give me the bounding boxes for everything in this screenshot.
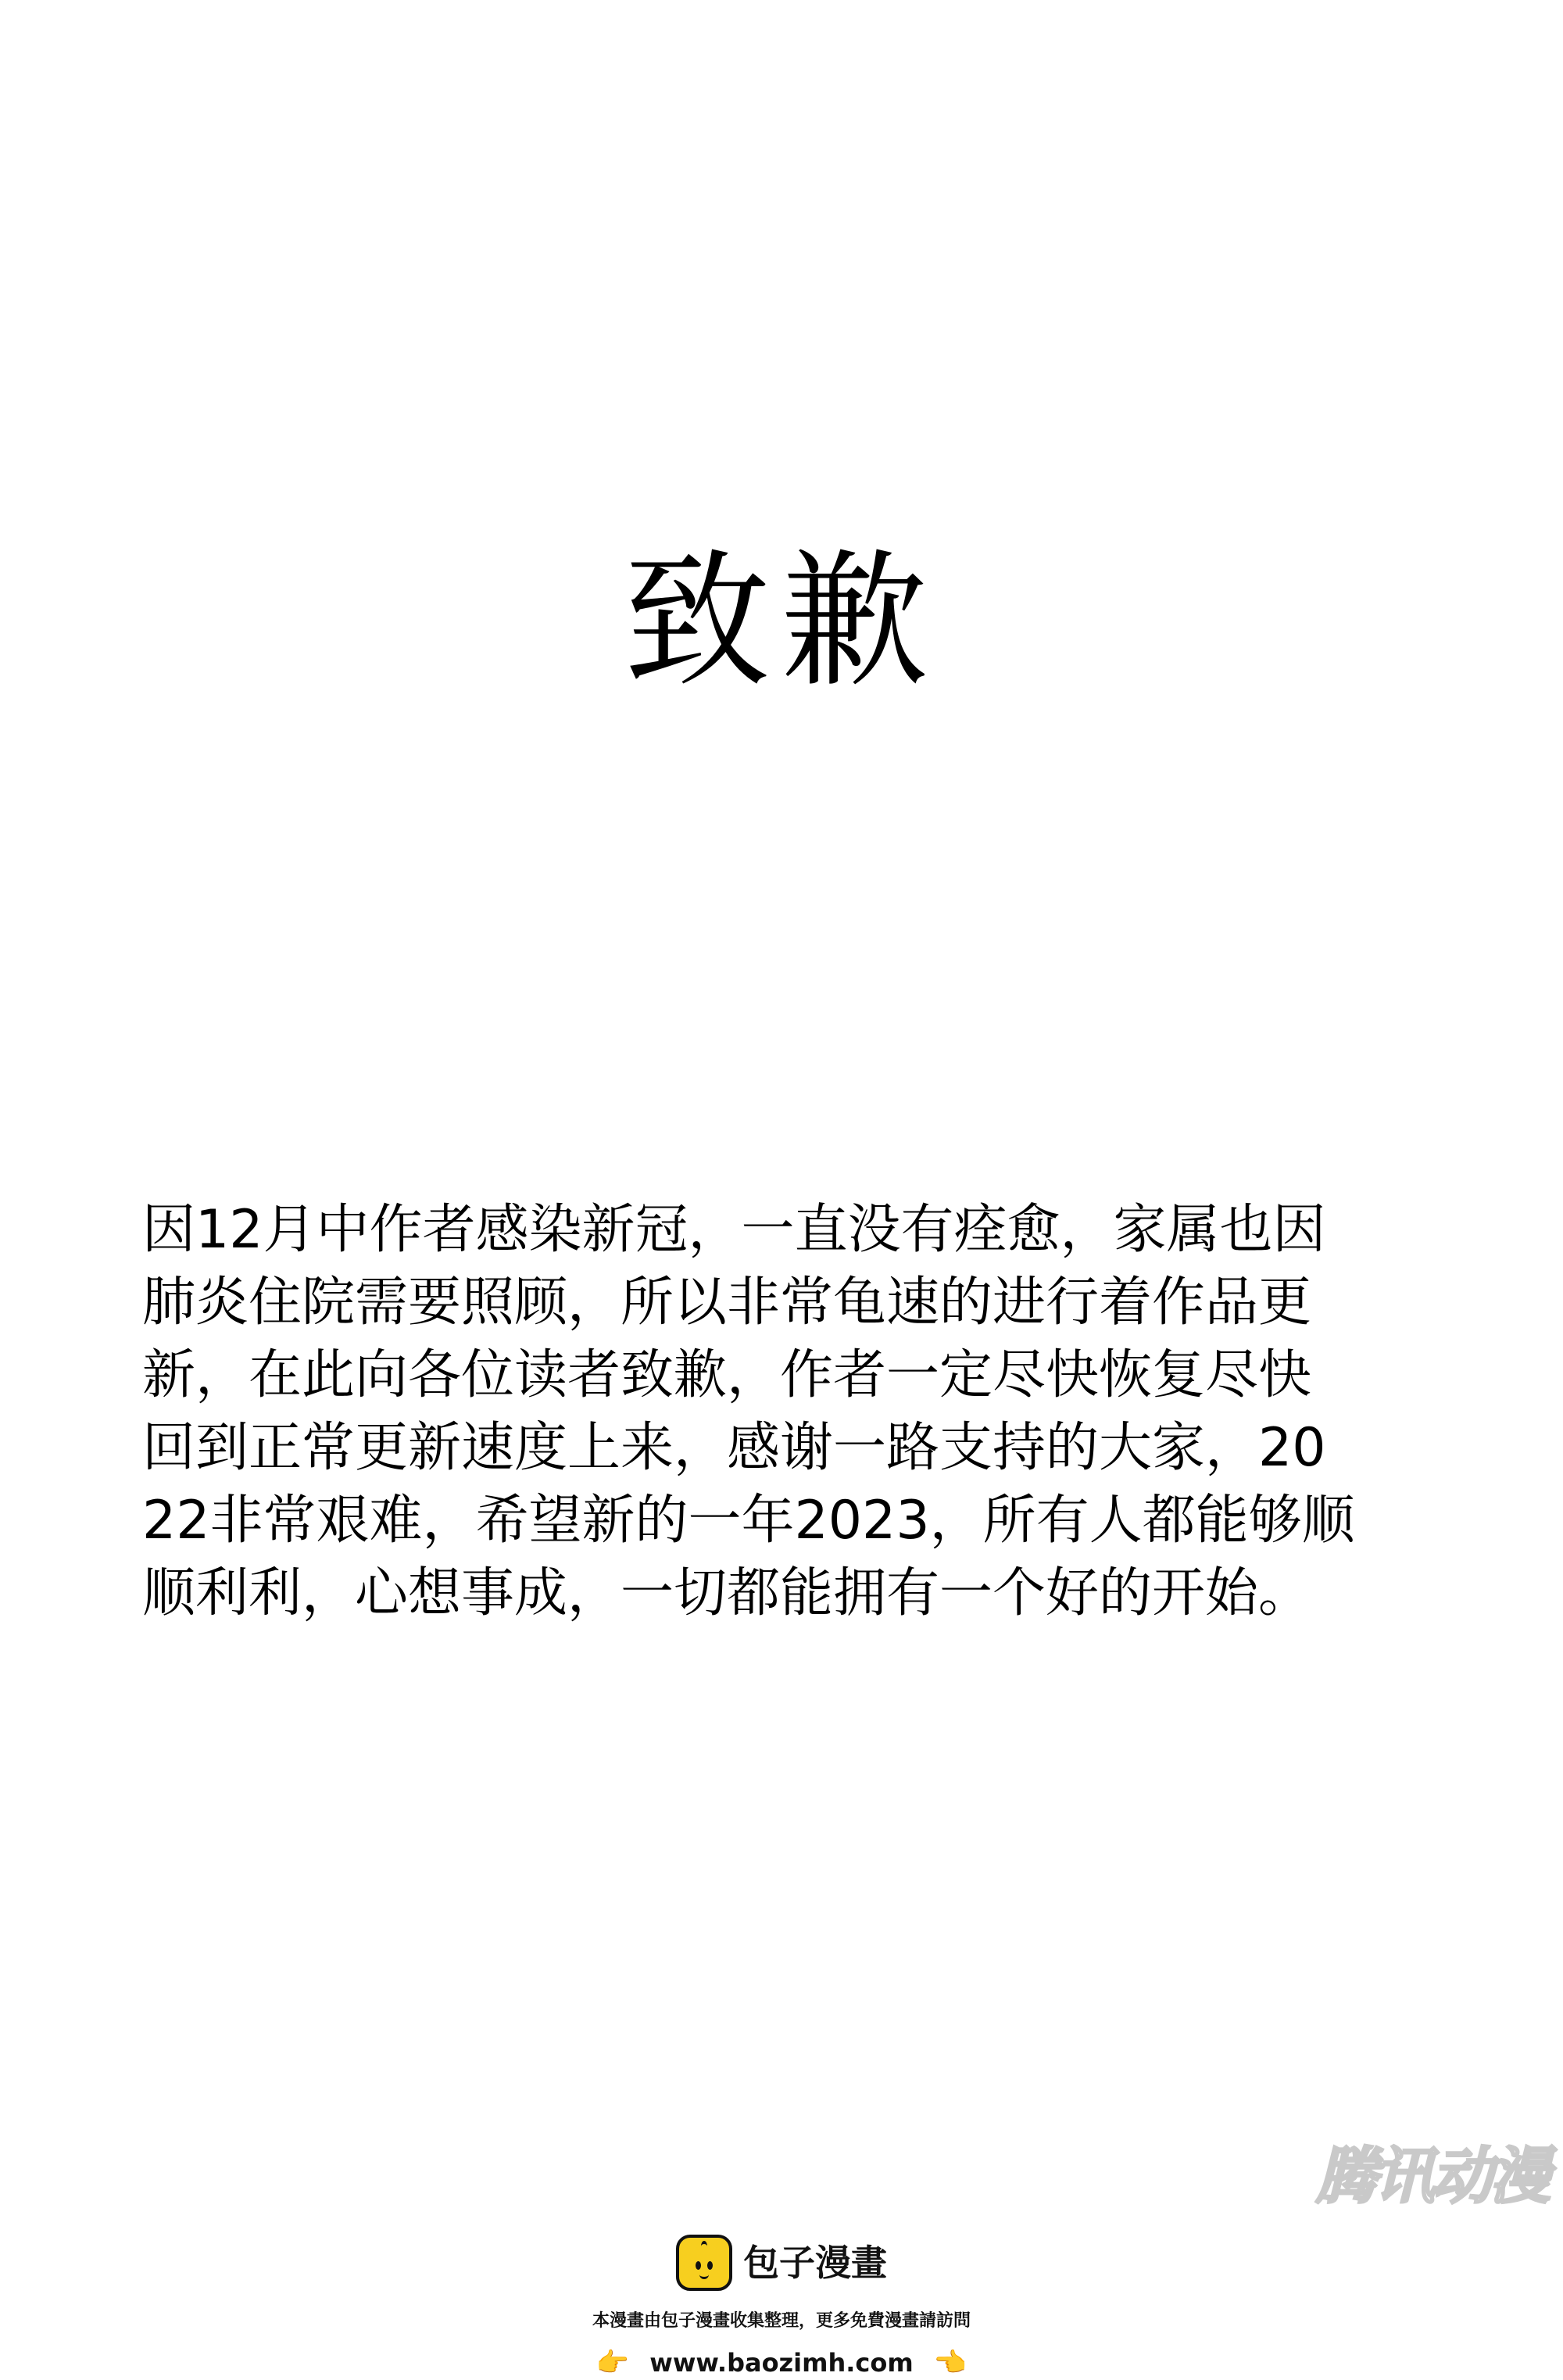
- brand-name: 包子漫畫: [743, 2242, 887, 2284]
- source-notice: 本漫畫由包子漫畫收集整理，更多免費漫畫請訪問: [592, 2311, 971, 2331]
- bun-face-icon: [676, 2235, 732, 2291]
- pointing-right-icon: 👉: [596, 2347, 630, 2378]
- url-row: [0, 2346, 1563, 2380]
- site-footer: [0, 2231, 1563, 2380]
- brand-row: [0, 2231, 1563, 2294]
- message-line: 顺利利，心想事成，一切都能拥有一个好的开始。: [142, 1562, 1312, 1624]
- apology-message: [142, 1194, 1424, 1630]
- site-url-link[interactable]: www.baozimh.com: [649, 2348, 914, 2378]
- message-line: 肺炎住院需要照顾，所以非常龟速的进行着作品更: [142, 1272, 1312, 1333]
- tencent-watermark: 腾讯动漫: [1315, 2142, 1547, 2212]
- message-line: 因12月中作者感染新冠，一直没有痊愈，家属也因: [142, 1199, 1326, 1261]
- pointing-left-icon: 👈: [933, 2347, 967, 2378]
- message-line: 22非常艰难，希望新的一年2023，所有人都能够顺: [142, 1490, 1355, 1551]
- page-title: 致歉: [624, 535, 939, 707]
- message-line: 回到正常更新速度上来，感谢一路支持的大家，20: [142, 1417, 1326, 1479]
- message-line: 新，在此向各位读者致歉，作者一定尽快恢复尽快: [142, 1344, 1312, 1406]
